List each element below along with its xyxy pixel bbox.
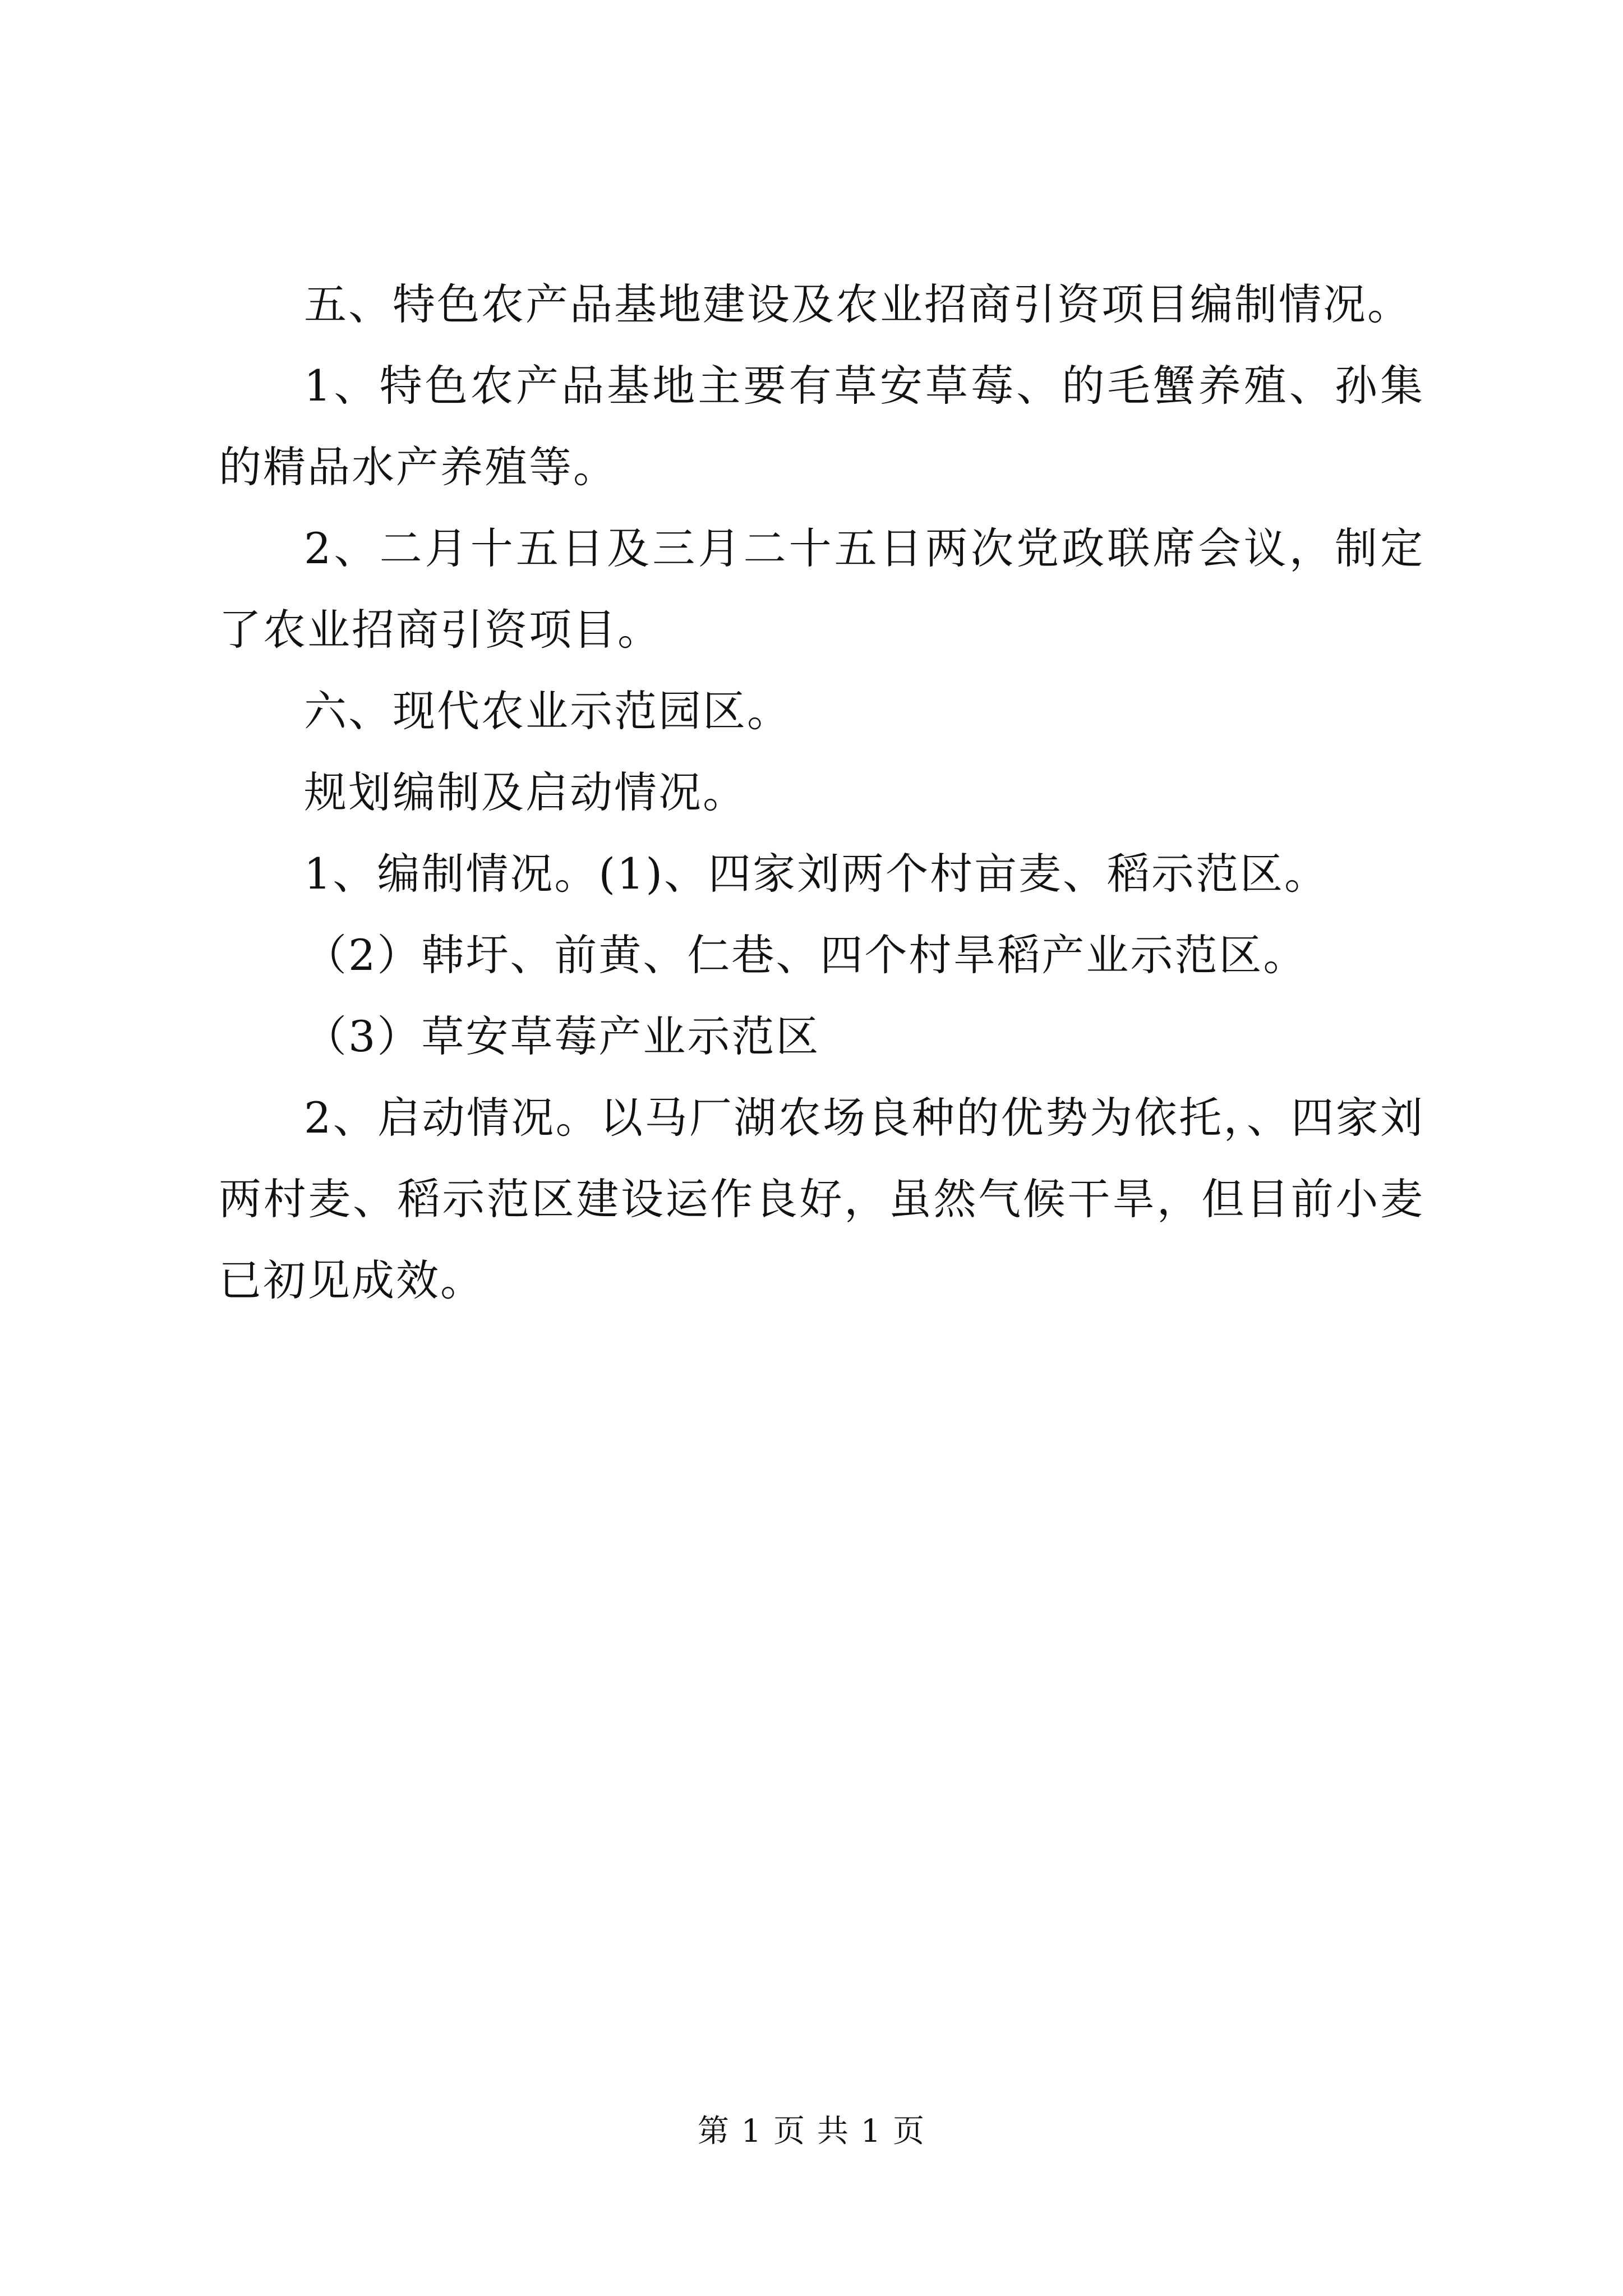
paragraph-planning: 规划编制及启动情况。: [304, 767, 747, 817]
document-body: [219, 264, 1424, 1321]
paragraph-joint-meeting: 2、二月十五日及三月二十五日两次党政联席会议，制定了农业招商引资项目。: [219, 523, 1424, 655]
section-heading-6: 六、现代农业示范园区。: [304, 686, 791, 736]
paragraph-compilation: 1、编制情况。(1)、四家刘两个村亩麦、稻示范区。: [304, 849, 1329, 899]
paragraph-startup: 2、启动情况。以马厂湖农场良种的优势为依托，、四家刘两村麦、稻示范区建设运作良好，虽然气候干旱，但目前小麦已初见成效。: [219, 1093, 1424, 1305]
paragraph-special-products: 1、特色农产品基地主要有草安草莓、的毛蟹养殖、孙集的精品水产养殖等。: [219, 361, 1424, 492]
paragraph-item-2: （2）韩圩、前黄、仁巷、四个村旱稻产业示范区。: [304, 930, 1308, 980]
paragraph-item-3: （3）草安草莓产业示范区: [304, 1011, 820, 1061]
section-heading-5: 五、特色农产品基地建设及农业招商引资项目编制情况。: [304, 279, 1412, 329]
page-footer: 第 1 页 共 1 页: [697, 2113, 926, 2150]
